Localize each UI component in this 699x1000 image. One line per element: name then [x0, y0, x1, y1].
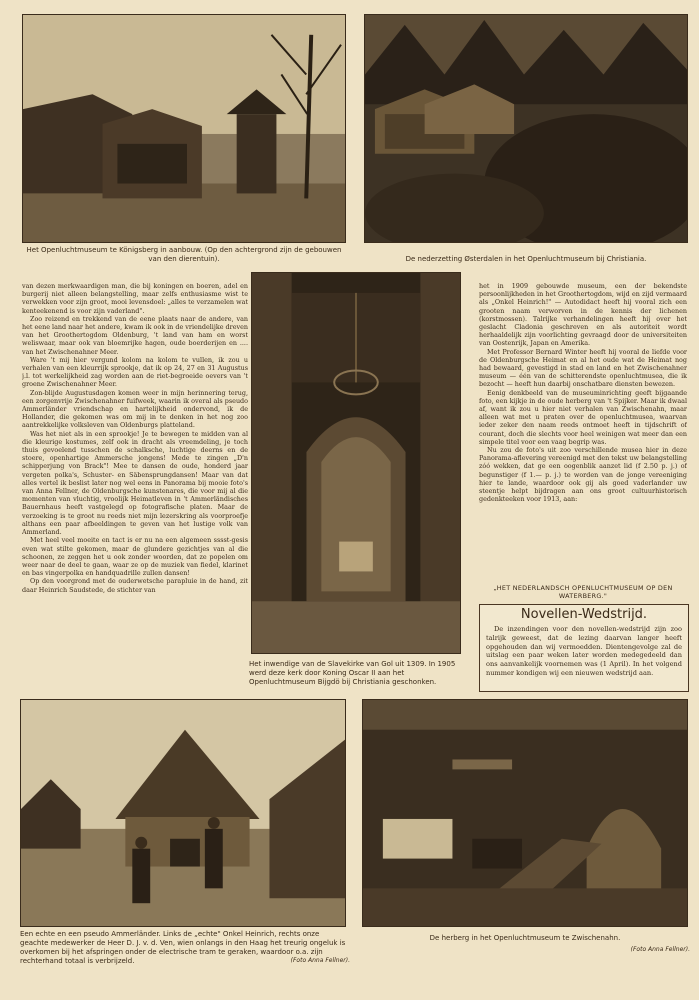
photo-zwischenahn-inn [362, 699, 688, 927]
paragraph: Zoo reizend en trekkend van de eene plaats naar de andere, van het eene land naar het andere, kwam ik ook in de vriendelijke dreven van het Groothertogdom Oldenburg, 't land van ham en worst weliswaar, maar ook van bloemrijke hagen, oude boerderijen en .... van het Zwischenahner Meer. [22, 314, 248, 356]
caption-photo1: Het Openluchtmuseum te Königsberg in aanbouw. (Op den achtergrond zijn de gebouwen van den dierentuin). [26, 246, 342, 263]
museum-signature: „HET NEDERLANDSCH OPENLUCHTMUSEUM OP DEN WATERBERG." [493, 584, 673, 600]
photo-ammerlaender-men [20, 699, 346, 927]
contest-body: De inzendingen voor den novellen-wedstrijd zijn zoo talrijk geweest, dat de lezing daarvan langer heeft opgehouden dan wij vermoedden. Dientengevolge zal de uitslag een paar weken later worden medegedeeld dan ons aanvankelijk voornemen was (1 April). In het volgend nummer kondigen wij een nieuwen wedstrijd aan. [486, 625, 682, 677]
novellen-wedstrijd-box [479, 604, 689, 692]
photo-koenigsberg-museum [22, 14, 346, 243]
photo-gol-stave-church-interior [251, 272, 461, 654]
article-left-column [22, 282, 248, 694]
caption-photo5: De herberg in het Openluchtmuseum te Zwischenahn. [429, 934, 621, 942]
photo-osterdalen-settlement [364, 14, 688, 243]
paragraph: Zon-blijde Augustusdagen komen weer in mijn herinnering terug, een zorgenvrije Zwischenahner fuifweek, waarin ik overal als pseudo Ammerländer vriendschap en hartelijkheid ondervond, ik de Hollander, die gekomen was om mij in te denken in het nog zoo aantrekkelijke volksleven van Oldenburgs platteland. [22, 388, 248, 430]
paragraph: Was het niet als in een sprookje! Je te bewegen te midden van al die kleurige kostumes, zelf ook in dracht als vreemdeling, je toch thuis gevoelend tusschen de schalksche, luchtige deerns en de stoere, openhartige Ammersche jongens! Mede te zingen „D'n schipperjung von Brack"! Mee te dansen de oude, honderd jaar vergeten polka's, Schuster- en Säbensprungdansen! Maar van dat alles vertel ik beslist later nog wel eens in Panorama bij mooie foto's van Anna Fellner, de Oldenburgsche kunstenares, die voor mij al die momenten van vluchtig, vroolijk Heimatleven in 't Ammerländisches Bauernhaus heeft vastgelegd op fotografische platen. Maar de verzoeking is te groot nu reeds niet mijn lezerskring als voorproefje althans een paar afbeeldingen te geven van het lustige volk van Ammerland. [22, 429, 248, 537]
photo4-credit: (Foto Anna Fellner). [290, 957, 350, 964]
caption-photo2: De nederzetting Østerdalen in het Openluchtmuseum bij Christiania. [405, 255, 647, 263]
paragraph: het in 1909 gebouwde museum, een der bekendste persoonlijkheden in het Groothertogdom, wijd en zijd vermaard als „Onkel Heinrich!" — Autodidact heeft hij vooral zich een grooten naam verworven in de kennis der lichenen (korstmossen). Talrijke verhandelingen heeft hij over het geslacht Cladonia geschreven en als autoriteit wordt herhaaldelijk zijn voorlichting gevraagd door de universiteiten van Oostenrijk, Japan en Amerika. [479, 282, 687, 348]
paragraph: Nu zou de foto's uit zoo verschillende musea hier in deze Panorama-aflevering vereenigd met den tekst uw belangstelling zóó wekken, dat ge een oogenblik aanzet lid (f 2.50 p. j.) of begunstiger (f 1.— p. j.) te worden van de jonge vereeniging hier te lande, waardoor ook gij als goed vaderlander uw steentje helpt bijdragen aan ons groot cultuurhistorisch gedenkteeken voor 1913, aan: [479, 446, 687, 504]
paragraph: van dezen merkwaardigen man, die bij koningen en boeren, adel en burgerij niet alleen belangstelling, maar zelfs enthusiasme wist te verwekken voor zijn groot, mooi levensdoel: „alles te verzamelen wat kenteekenend is voor zijn vaderland". [22, 282, 248, 315]
paragraph: Met Professor Bernard Winter heeft hij vooral de liefde voor de Oldenburgsche Heimat en al het oude wat de Heimat nog had bewaard, gevestigd in stad en land en het Zwischenahner museum — één van de schitterendste openluchtmusea, die ik bezocht — heeft hun daarbij onschatbare diensten bewezen. [479, 347, 687, 389]
paragraph: Op den voorgrond met de ouderwetsche parapluie in de hand, zit daar Heinrich Saudstede, de stichter van [22, 577, 248, 594]
photo5-credit: (Foto Anna Fellner). [630, 946, 690, 953]
paragraph: Ware 't mij hier vergund kolom na kolom te vullen, ik zou u verhalen van een kleurrijk sprookje, dat ik op 24, 27 en 31 Augustus j.l. tot werkelijkheid zag worden aan de riet-begroeide oevers van 't groene Zwischenahner Meer. [22, 355, 248, 389]
caption-photo4: Een echte en een pseudo Ammerländer. Links de „echte" Onkel Heinrich, rechts onze geachte medewerker de Heer D. J. v. d. Ven, wien onlangs in den Haag het treurig ongeluk is overkomen bij het afspringen onder de electrische tram te geraken, waardoor o.a. zijn rechterhand totaal is verbrijzeld. [20, 930, 346, 965]
contest-title: Novellen-Wedstrijd. [520, 607, 648, 622]
article-right-column [479, 282, 687, 578]
paragraph: Eenig denkbeeld van de museuminrichting geeft bijgaande foto, een kijkje in de oude herberg van 't Spijker. Maar ik dwaal af, want ik zou u hier niet verhalen van Zwischenahn, maar alleen wat met u praten over de openluchtmusea, waarvan ieder zeker den naam reeds ontmoet heeft in tijdschrift of courant, doch die slechts voor heel weinigen wat meer dan een simpele titel voor een vaag begrip was. [479, 388, 687, 446]
caption-photo3: Het inwendige van de Slavekirke van Gol uit 1309. In 1905 werd deze kerk door Koning Oscar II aan het Openluchtmuseum Bijgdö bij Christiania geschonken. [249, 660, 456, 686]
paragraph: Met heel veel moeite en tact is er nu na een algemeen sssst-gesis even wat stilte gekomen, maar de glundere gezichtjes van al die schoonen, ze zeggen het u ook zonder woorden, dat ze popelen om weer naar de deel te gaan, waar ze op de muziek van fiedel, klarinet en bas vingerpolka en handquadrille zullen dansen! [22, 536, 248, 578]
